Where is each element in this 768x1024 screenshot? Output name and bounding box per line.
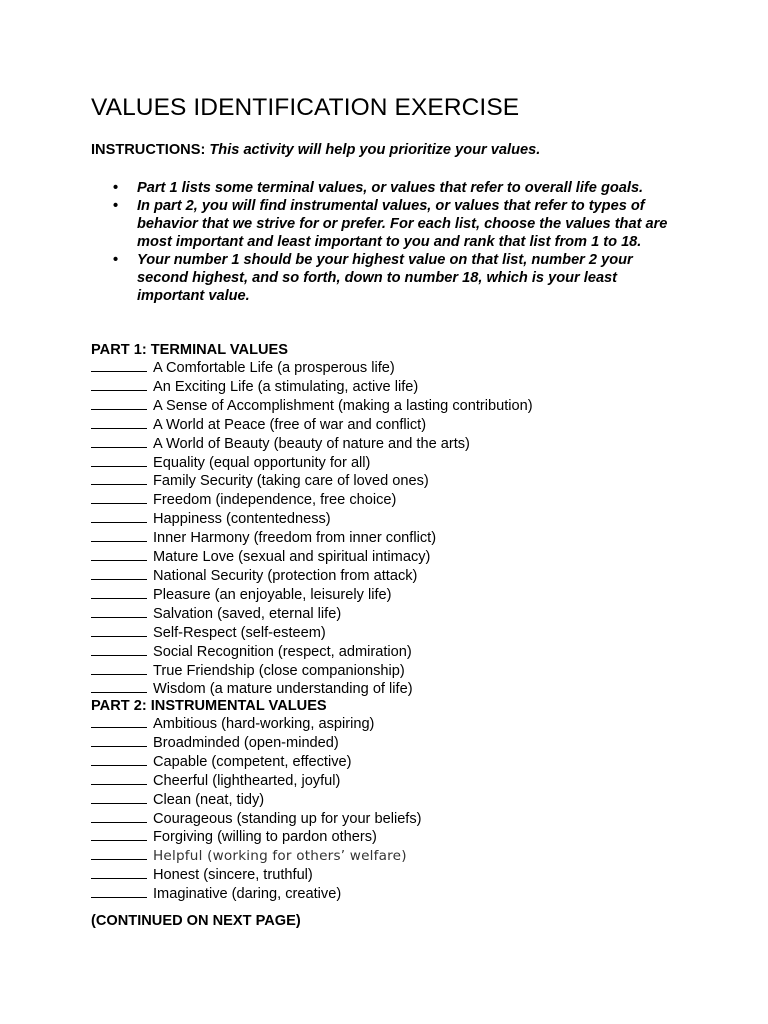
page-title: VALUES IDENTIFICATION EXERCISE	[91, 94, 520, 121]
list-item	[91, 491, 533, 510]
rank-blank	[91, 454, 147, 467]
bullet-item	[91, 179, 671, 197]
instrumental-values-list	[91, 715, 422, 904]
list-item	[91, 791, 422, 810]
list-item	[91, 567, 533, 586]
rank-blank	[91, 472, 147, 485]
value-label: Ambitious (hard-working, aspiring)	[153, 716, 375, 732]
rank-blank	[91, 605, 147, 618]
list-item	[91, 529, 533, 548]
list-item	[91, 847, 422, 866]
rank-blank	[91, 416, 147, 429]
value-label: Forgiving (willing to pardon others)	[153, 829, 377, 846]
bullet-text: Your number 1 should be your highest value on that list, number 2 your second highest, and so forth, down to number 18, which is your least important value.	[137, 252, 633, 304]
list-item	[91, 454, 533, 473]
list-item	[91, 510, 533, 529]
rank-blank	[91, 810, 147, 823]
list-item	[91, 586, 533, 605]
list-item	[91, 378, 533, 397]
bullet-item	[91, 197, 671, 251]
rank-blank	[91, 680, 147, 693]
value-label: A Sense of Accomplishment (making a lasting contribution)	[153, 397, 533, 414]
value-label: Equality (equal opportunity for all)	[153, 454, 371, 471]
value-label: Happiness (contentedness)	[153, 511, 331, 528]
value-label: Wisdom (a mature understanding of life)	[153, 681, 413, 698]
value-label: Social Recognition (respect, admiration)	[153, 643, 412, 660]
value-label: Inner Harmony (freedom from inner conflict)	[153, 530, 437, 547]
rank-blank	[91, 866, 147, 879]
value-label: Imaginative (daring, creative)	[153, 886, 342, 903]
rank-blank	[91, 548, 147, 561]
list-item	[91, 643, 533, 662]
list-item	[91, 715, 422, 734]
rank-blank	[91, 529, 147, 542]
bullet-icon: •	[113, 180, 119, 196]
value-label: Clean (neat, tidy)	[153, 791, 265, 808]
list-item	[91, 359, 533, 378]
list-item	[91, 605, 533, 624]
list-item	[91, 810, 422, 829]
instructions	[91, 142, 540, 158]
bullet-icon: •	[113, 252, 119, 268]
value-label: A World of Beauty (beauty of nature and the arts)	[153, 435, 470, 452]
rank-blank	[91, 885, 147, 898]
value-label: Freedom (independence, free choice)	[153, 492, 397, 509]
value-label: Capable (competent, effective)	[153, 753, 352, 770]
value-label: An Exciting Life (a stimulating, active life)	[153, 378, 419, 395]
value-label: A Comfortable Life (a prosperous life)	[153, 360, 395, 376]
rank-blank	[91, 828, 147, 841]
rank-blank	[91, 359, 147, 372]
rank-blank	[91, 624, 147, 637]
list-item	[91, 772, 422, 791]
terminal-values-list	[91, 359, 533, 699]
value-label: Self-Respect (self-esteem)	[153, 624, 326, 641]
part2-heading: PART 2: INSTRUMENTAL VALUES	[91, 698, 327, 714]
list-item	[91, 548, 533, 567]
list-item	[91, 472, 533, 491]
list-item	[91, 734, 422, 753]
value-label: A World at Peace (free of war and conflict)	[153, 416, 427, 433]
rank-blank	[91, 567, 147, 580]
list-item	[91, 662, 533, 681]
bullet-icon: •	[113, 198, 119, 214]
rank-blank	[91, 491, 147, 504]
continued-note: (CONTINUED ON NEXT PAGE)	[91, 913, 301, 929]
list-item	[91, 885, 422, 904]
rank-blank	[91, 586, 147, 599]
bullet-item	[91, 251, 671, 305]
value-label: National Security (protection from attack)	[153, 567, 418, 584]
instructions-label: INSTRUCTIONS:	[91, 142, 206, 158]
rank-blank	[91, 715, 147, 728]
rank-blank	[91, 734, 147, 747]
value-label: Cheerful (lighthearted, joyful)	[153, 772, 341, 789]
list-item	[91, 624, 533, 643]
rank-blank	[91, 397, 147, 410]
bullet-text: Part 1 lists some terminal values, or values that refer to overall life goals.	[137, 180, 644, 196]
rank-blank	[91, 662, 147, 675]
list-item	[91, 753, 422, 772]
list-item	[91, 435, 533, 454]
rank-blank	[91, 378, 147, 391]
instructions-text: This activity will help you prioritize your values.	[209, 142, 541, 158]
value-label: Pleasure (an enjoyable, leisurely life)	[153, 586, 392, 603]
bullet-text: In part 2, you will find instrumental values, or values that refer to types of behavior that we strive for or prefer. For each list, choose the values that are most important and least important to you and rank that list from 1 to 18.	[137, 198, 668, 250]
value-label: Mature Love (sexual and spiritual intimacy)	[153, 549, 431, 566]
value-label: True Friendship (close companionship)	[153, 662, 405, 679]
value-label: Helpful (working for others’ welfare)	[153, 848, 407, 865]
rank-blank	[91, 772, 147, 785]
value-label: Broadminded (open-minded)	[153, 734, 339, 751]
rank-blank	[91, 435, 147, 448]
instruction-bullets	[91, 179, 671, 305]
rank-blank	[91, 791, 147, 804]
value-label: Salvation (saved, eternal life)	[153, 605, 342, 622]
rank-blank	[91, 643, 147, 656]
part1-heading: PART 1: TERMINAL VALUES	[91, 342, 289, 358]
list-item	[91, 416, 533, 435]
rank-blank	[91, 753, 147, 766]
list-item	[91, 866, 422, 885]
value-label: Courageous (standing up for your beliefs)	[153, 810, 422, 827]
rank-blank	[91, 847, 147, 860]
list-item	[91, 680, 533, 699]
list-item	[91, 828, 422, 847]
value-label: Family Security (taking care of loved ones)	[153, 473, 429, 490]
rank-blank	[91, 510, 147, 523]
value-label: Honest (sincere, truthful)	[153, 867, 313, 884]
list-item	[91, 397, 533, 416]
